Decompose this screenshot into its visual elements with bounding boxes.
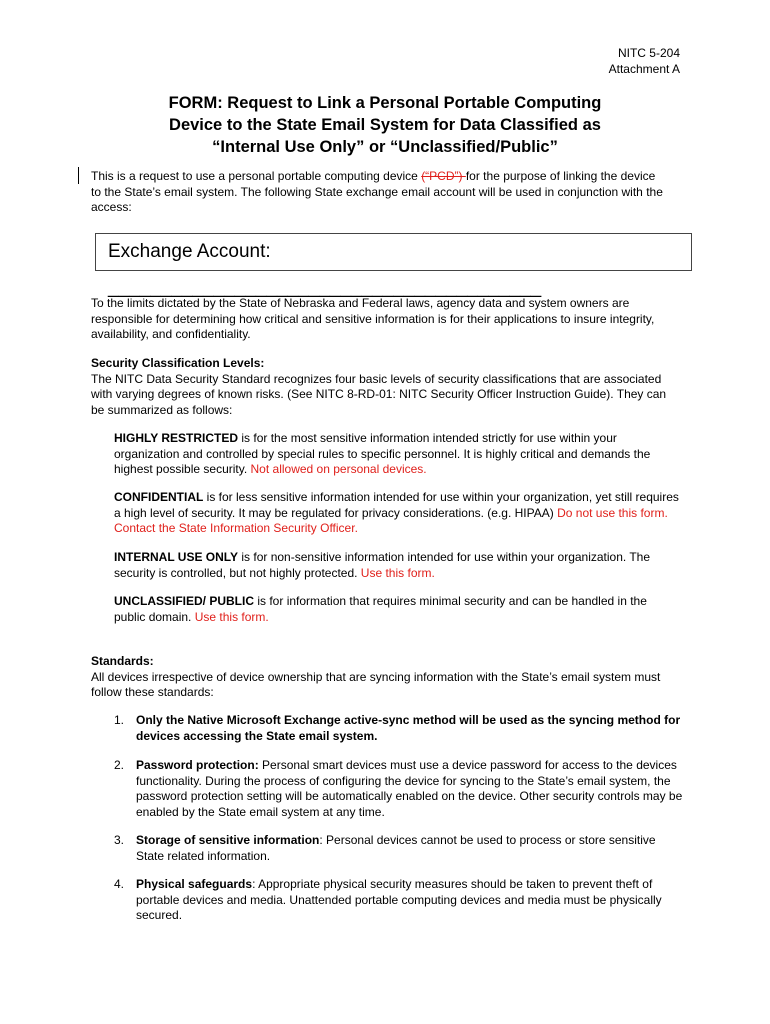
level-name: INTERNAL USE ONLY	[114, 550, 239, 564]
security-levels-text: The NITC Data Security Standard recognizes four basic levels of security classifications that are associated with varying degrees of known risks. (See NITC 8-RD-01: NITC Security Officer Instruction Guide). They can be summarized as follows:	[91, 371, 667, 417]
level-description: is for the most sensitive information intended strictly for use within your organization and controlled by special rules to specific personnel. It is highly critical and demands the highest possible security.	[114, 431, 651, 476]
standard-item-3	[114, 833, 684, 864]
item-number: 4.	[114, 877, 125, 891]
item-bold: Password protection:	[136, 758, 259, 772]
document-reference	[609, 46, 680, 77]
exchange-account-blank: _________________________________________	[108, 277, 542, 298]
title-line-2: Device to the State Email System for Data Classified as	[169, 116, 601, 134]
standard-item-4	[114, 877, 684, 924]
level-description: is for less sensitive information intended for use within your organization, yet still requires a high level of security. It may be regulated for privacy considerations. (e.g. HIPAA)	[114, 490, 679, 520]
form-title	[90, 92, 680, 158]
security-levels-heading: Security Classification Levels:	[91, 356, 265, 370]
level-internal-use-only	[114, 550, 680, 581]
title-line-1: FORM: Request to Link a Personal Portable Computing	[168, 94, 602, 112]
level-description: is for information that requires minimal security and can be handled in the public domain.	[114, 594, 647, 624]
level-note: Not allowed on personal devices.	[250, 462, 427, 476]
reference-number: NITC 5-204	[617, 46, 680, 60]
standards-text: All devices irrespective of device ownership that are syncing information with the State’s email system must follow these standards:	[91, 669, 661, 699]
level-name: HIGHLY RESTRICTED	[114, 431, 239, 445]
attachment-label: Attachment A	[608, 61, 680, 76]
item-bold: Physical safeguards	[136, 877, 253, 891]
level-highly-restricted	[114, 431, 680, 478]
level-note: Do not use this form. Contact the State Information Security Officer.	[114, 505, 668, 535]
item-text: : Personal devices cannot be used to process or store sensitive State related information.	[136, 833, 656, 863]
item-number: 3.	[114, 833, 125, 847]
limits-paragraph: To the limits dictated by the State of Nebraska and Federal laws, agency data and system owners are responsible for determining how critical and sensitive information is for their applications to insure integrity, availability, and confidentiality.	[91, 296, 655, 341]
security-levels-section	[91, 356, 681, 418]
standard-item-1	[114, 713, 684, 744]
item-bold: Only the Native Microsoft Exchange active-sync method will be used as the syncing method for devices accessing the State email system.	[136, 713, 681, 743]
level-name: UNCLASSIFIED/ PUBLIC	[114, 594, 255, 608]
item-text: Personal smart devices must use a device password for access to the devices functionality. During the process of configuring the device for syncing to the State’s email system, the password protection setting will be automatically enabled on the device. Other security controls may be enabled by the State email system at any time.	[136, 758, 683, 819]
intro-paragraph	[91, 169, 666, 216]
level-note: Use this form.	[194, 609, 269, 624]
intro-text-before: This is a request to use a personal portable computing device	[91, 169, 422, 183]
intro-text-after: for the purpose of linking the device to the State’s email system. The following State exchange email account will be used in conjunction with the access:	[91, 169, 663, 214]
standards-heading: Standards:	[91, 654, 154, 668]
item-bold: Storage of sensitive information	[136, 833, 320, 847]
exchange-account-label: Exchange Account:	[108, 241, 271, 262]
title-line-3: “Internal Use Only” or “Unclassified/Public”	[212, 138, 558, 156]
level-name: CONFIDENTIAL	[114, 490, 204, 504]
level-note: Use this form.	[360, 565, 435, 580]
standards-section	[91, 654, 681, 701]
item-text: : Appropriate physical security measures should be taken to prevent theft of portable devices and media. Unattended portable computing devices and media must be physically secured.	[136, 877, 662, 922]
item-number: 2.	[114, 758, 125, 772]
level-description: is for non-sensitive information intended for use within your organization. The security is controlled, but not highly protected.	[114, 550, 651, 580]
item-number: 1.	[114, 713, 125, 727]
level-confidential	[114, 490, 680, 537]
standard-item-2	[114, 758, 684, 820]
exchange-account-field[interactable]	[95, 233, 692, 298]
revision-change-bar	[78, 167, 79, 184]
intro-struck-text: (“PCD”)	[421, 169, 466, 183]
level-unclassified-public	[114, 594, 680, 625]
